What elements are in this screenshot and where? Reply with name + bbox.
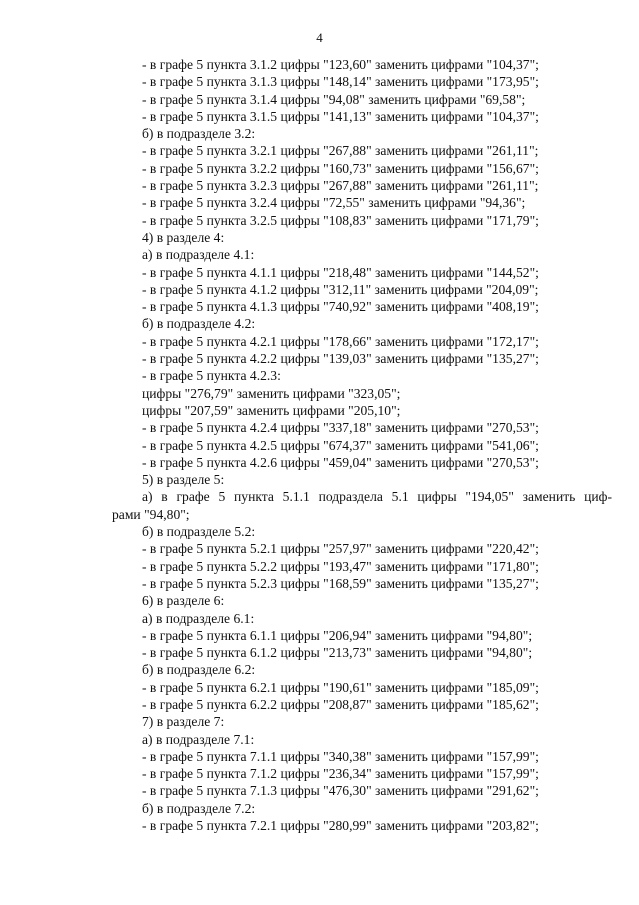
wrapped-item-continuation: рами "94,80"; xyxy=(112,506,190,522)
document-line: а) в подразделе 6.1: xyxy=(142,610,255,626)
document-line: - в графе 5 пункта 3.1.4 цифры "94,08" заменить цифрами "69,58"; xyxy=(142,91,526,107)
document-line: 4) в разделе 4: xyxy=(142,229,225,245)
document-line: - в графе 5 пункта 6.1.1 цифры "206,94" заменить цифрами "94,80"; xyxy=(142,627,533,643)
document-line: - в графе 5 пункта 6.2.2 цифры "208,87" заменить цифрами "185,62"; xyxy=(142,696,539,712)
document-line: - в графе 5 пункта 4.1.1 цифры "218,48" заменить цифрами "144,52"; xyxy=(142,264,539,280)
wrapped-item-first-line: а) в графе 5 пункта 5.1.1 подраздела 5.1 цифры "194,05" заменить циф- xyxy=(142,489,612,505)
document-line: - в графе 5 пункта 7.1.2 цифры "236,34" заменить цифрами "157,99"; xyxy=(142,766,539,782)
document-line: б) в подразделе 3.2: xyxy=(142,126,256,142)
document-line: б) в подразделе 4.2: xyxy=(142,316,256,332)
document-line: - в графе 5 пункта 6.1.2 цифры "213,73" заменить цифрами "94,80"; xyxy=(142,645,533,661)
page-number: 4 xyxy=(316,30,323,45)
document-line: - в графе 5 пункта 7.1.1 цифры "340,38" заменить цифрами "157,99"; xyxy=(142,748,539,764)
document-line: цифры "276,79" заменить цифрами "323,05"; xyxy=(142,385,401,401)
document-line: б) в подразделе 6.2: xyxy=(142,662,256,678)
document-line: - в графе 5 пункта 4.1.3 цифры "740,92" заменить цифрами "408,19"; xyxy=(142,299,539,315)
document-line: - в графе 5 пункта 7.2.1 цифры "280,99" заменить цифрами "203,82"; xyxy=(142,818,539,834)
document-line: цифры "207,59" заменить цифрами "205,10"; xyxy=(142,402,401,418)
document-line: - в графе 5 пункта 4.2.3: xyxy=(142,368,281,384)
document-line: - в графе 5 пункта 4.2.6 цифры "459,04" заменить цифрами "270,53"; xyxy=(142,454,539,470)
document-line: - в графе 5 пункта 5.2.3 цифры "168,59" заменить цифрами "135,27"; xyxy=(142,575,539,591)
document-line: - в графе 5 пункта 3.2.5 цифры "108,83" заменить цифрами "171,79"; xyxy=(142,212,539,228)
document-line: - в графе 5 пункта 3.2.4 цифры "72,55" заменить цифрами "94,36"; xyxy=(142,195,526,211)
document-line: б) в подразделе 5.2: xyxy=(142,524,256,540)
document-line: - в графе 5 пункта 4.2.4 цифры "337,18" заменить цифрами "270,53"; xyxy=(142,420,539,436)
document-line: а) в подразделе 4.1: xyxy=(142,247,255,263)
document-line: - в графе 5 пункта 3.1.5 цифры "141,13" заменить цифрами "104,37"; xyxy=(142,108,539,124)
document-line: - в графе 5 пункта 3.2.2 цифры "160,73" заменить цифрами "156,67"; xyxy=(142,160,539,176)
document-line: - в графе 5 пункта 4.2.5 цифры "674,37" заменить цифрами "541,06"; xyxy=(142,437,539,453)
document-line: - в графе 5 пункта 3.1.2 цифры "123,60" заменить цифрами "104,37"; xyxy=(142,57,539,72)
document-line: - в графе 5 пункта 4.2.1 цифры "178,66" заменить цифрами "172,17"; xyxy=(142,333,539,349)
document-line: 6) в разделе 6: xyxy=(142,593,225,609)
document-line: - в графе 5 пункта 5.2.1 цифры "257,97" заменить цифрами "220,42"; xyxy=(142,541,539,557)
document-line: - в графе 5 пункта 4.1.2 цифры "312,11" заменить цифрами "204,09"; xyxy=(142,281,539,297)
document-line: - в графе 5 пункта 5.2.2 цифры "193,47" заменить цифрами "171,80"; xyxy=(142,558,539,574)
document-line: - в графе 5 пункта 3.2.3 цифры "267,88" заменить цифрами "261,11"; xyxy=(142,178,539,194)
amendment-list-after xyxy=(112,523,612,834)
document-line: 7) в разделе 7: xyxy=(142,714,225,730)
document-line: - в графе 5 пункта 7.1.3 цифры "476,30" заменить цифрами "291,62"; xyxy=(142,783,539,799)
document-line: а) в подразделе 7.1: xyxy=(142,731,255,747)
document-line: - в графе 5 пункта 3.1.3 цифры "148,14" заменить цифрами "173,95"; xyxy=(142,74,539,90)
amendment-list-before xyxy=(112,56,612,488)
document-line: 5) в разделе 5: xyxy=(142,472,225,488)
document-line: - в графе 5 пункта 3.2.1 цифры "267,88" заменить цифрами "261,11"; xyxy=(142,143,539,159)
document-line: б) в подразделе 7.2: xyxy=(142,800,256,816)
document-line: - в графе 5 пункта 4.2.2 цифры "139,03" заменить цифрами "135,27"; xyxy=(142,351,539,367)
document-body xyxy=(112,56,612,834)
document-line: - в графе 5 пункта 6.2.1 цифры "190,61" заменить цифрами "185,09"; xyxy=(142,679,539,695)
